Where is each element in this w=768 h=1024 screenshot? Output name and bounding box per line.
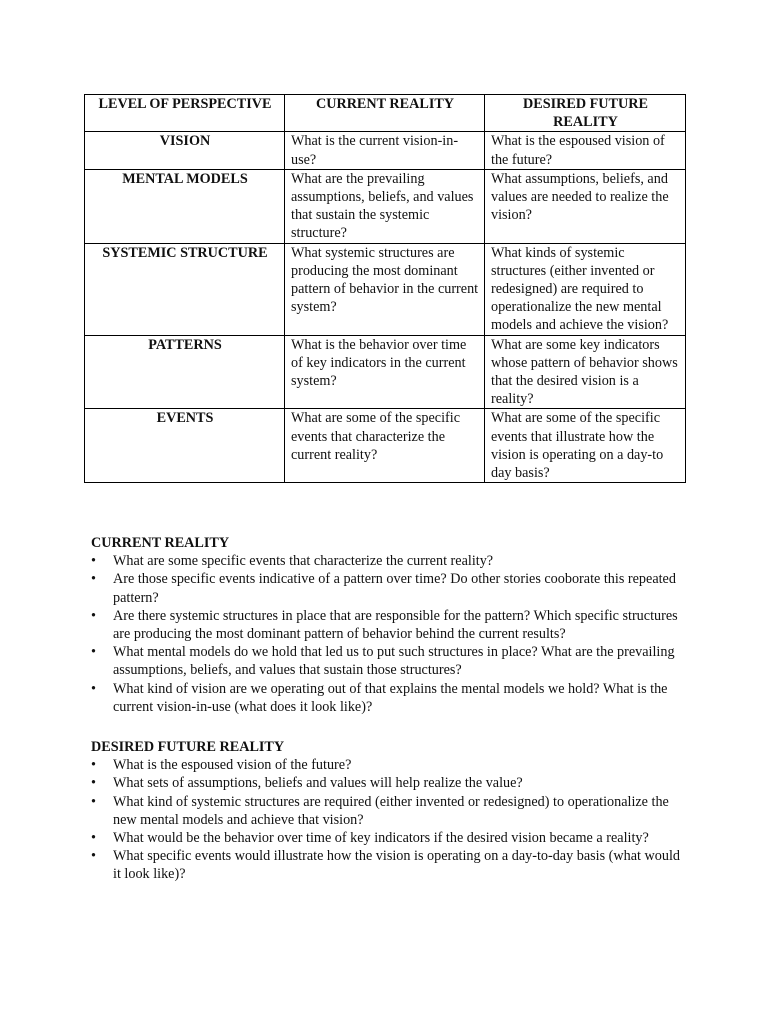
bullet-list bbox=[91, 756, 691, 883]
level-cell: VISION bbox=[85, 132, 285, 169]
level-cell: SYSTEMIC STRUCTURE bbox=[85, 243, 285, 335]
header-current-reality: CURRENT REALITY bbox=[285, 95, 485, 132]
list-item: • What would be the behavior over time of key indicators if the desired vision became a reality? bbox=[91, 829, 691, 847]
list-item: • What is the espoused vision of the future? bbox=[91, 756, 691, 774]
list-item: • What are some specific events that characterize the current reality? bbox=[91, 552, 691, 570]
list-item: • What specific events would illustrate how the vision is operating on a day-to-day basis (what would it look like)? bbox=[91, 847, 691, 883]
table-header-row bbox=[85, 95, 686, 132]
desired-reality-cell: What kinds of systemic structures (either invented or redesigned) are required to operationalize the new mental models and achieve the vision? bbox=[485, 243, 686, 335]
desired-reality-cell: What is the espoused vision of the future? bbox=[485, 132, 686, 169]
table-row-vision bbox=[85, 132, 686, 169]
level-cell: PATTERNS bbox=[85, 335, 285, 409]
section-title: CURRENT REALITY bbox=[91, 535, 230, 551]
header-level-of-perspective: LEVEL OF PERSPECTIVE bbox=[85, 95, 285, 132]
list-item: • What mental models do we hold that led us to put such structures in place? What are the prevailing assumptions, beliefs, and values that sustain those structures? bbox=[91, 643, 691, 679]
level-cell: MENTAL MODELS bbox=[85, 169, 285, 243]
section-title: DESIRED FUTURE REALITY bbox=[91, 739, 285, 755]
list-item: • What kind of vision are we operating out of that explains the mental models we hold? What is the current vision-in-use (what does it look like)? bbox=[91, 680, 691, 716]
desired-reality-cell: What are some key indicators whose pattern of behavior shows that the desired vision is a reality? bbox=[485, 335, 686, 409]
desired-reality-cell: What are some of the specific events that illustrate how the vision is operating on a day-to day basis? bbox=[485, 409, 686, 483]
bullet-list bbox=[91, 552, 691, 716]
current-reality-cell: What is the current vision-in-use? bbox=[285, 132, 485, 169]
list-item: • What sets of assumptions, beliefs and values will help realize the value? bbox=[91, 774, 691, 792]
current-reality-cell: What are the prevailing assumptions, beliefs, and values that sustain the systemic structure? bbox=[285, 169, 485, 243]
perspective-table bbox=[84, 94, 686, 483]
current-reality-cell: What are some of the specific events that characterize the current reality? bbox=[285, 409, 485, 483]
list-item: • Are those specific events indicative of a pattern over time? Do other stories cooborate this repeated pattern? bbox=[91, 570, 691, 606]
table-row-events bbox=[85, 409, 686, 483]
desired-reality-cell: What assumptions, beliefs, and values are needed to realize the vision? bbox=[485, 169, 686, 243]
current-reality-cell: What systemic structures are producing the most dominant pattern of behavior in the current system? bbox=[285, 243, 485, 335]
header-desired-future-reality: DESIRED FUTURE REALITY bbox=[485, 95, 686, 132]
table-row-mental-models bbox=[85, 169, 686, 243]
level-cell: EVENTS bbox=[85, 409, 285, 483]
list-item: • What kind of systemic structures are required (either invented or redesigned) to operationalize the new mental models and achieve that vision? bbox=[91, 793, 691, 829]
current-reality-cell: What is the behavior over time of key indicators in the current system? bbox=[285, 335, 485, 409]
table-row-patterns bbox=[85, 335, 686, 409]
current-reality-section bbox=[91, 534, 691, 716]
list-item: • Are there systemic structures in place that are responsible for the pattern? Which specific structures are producing the most dominant pattern of behavior behind the current results? bbox=[91, 607, 691, 643]
table-row-systemic-structure bbox=[85, 243, 686, 335]
desired-future-reality-section bbox=[91, 738, 691, 884]
